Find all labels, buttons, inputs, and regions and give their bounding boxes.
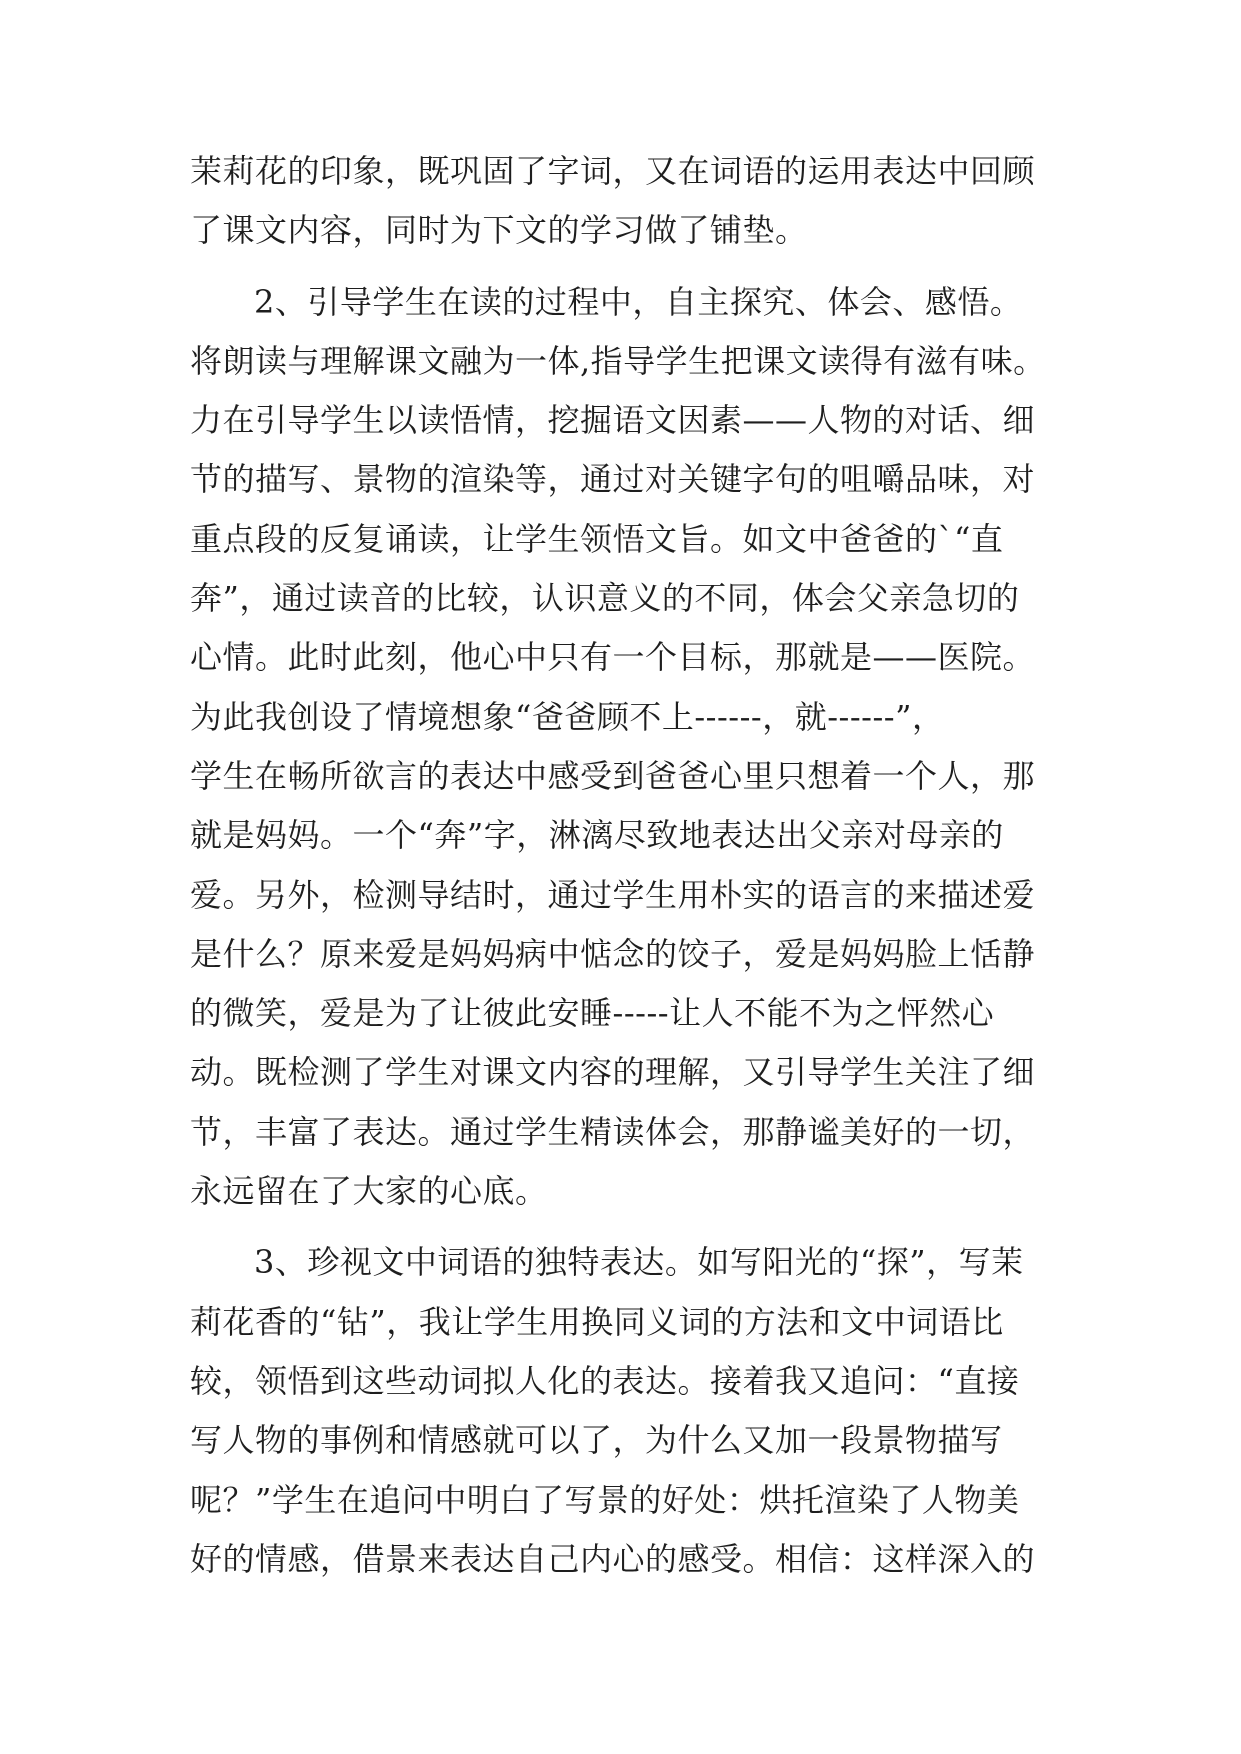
text-line: 重点段的反复诵读，让学生领悟文旨。如文中爸爸的`“直 bbox=[190, 519, 1004, 558]
text-line: 莉花香的“钻”，我让学生用换同义词的方法和文中词语比 bbox=[190, 1302, 1004, 1341]
text-line: 好的情感，借景来表达自己内心的感受。相信：这样深入的 bbox=[190, 1539, 1036, 1578]
paragraph-3 bbox=[190, 1233, 1065, 1589]
text-line: 2、引导学生在读的过程中，自主探究、体会、感悟。 bbox=[254, 282, 1023, 321]
text-line: 节的描写、景物的渲染等，通过对关键字句的咀嚼品味，对 bbox=[190, 460, 1036, 499]
text-line: 动。既检测了学生对课文内容的理解，又引导学生关注了细 bbox=[190, 1053, 1036, 1092]
paragraph-gap bbox=[190, 1221, 1065, 1233]
text-line: 节，丰富了表达。通过学生精读体会，那静谧美好的一切， bbox=[190, 1112, 1036, 1151]
text-line: 学生在畅所欲言的表达中感受到爸爸心里只想着一个人，那 bbox=[190, 756, 1036, 795]
text-line: 就是妈妈。一个“奔”字，淋漓尽致地表达出父亲对母亲的 bbox=[190, 816, 1004, 855]
text-line: 爱。另外，检测导结时，通过学生用朴实的语言的来描述爱 bbox=[190, 875, 1036, 914]
text-line: 3、珍视文中词语的独特表达。如写阳光的“探”，写茉 bbox=[254, 1243, 1024, 1282]
text-line: 奔”，通过读音的比较，认识意义的不同，体会父亲急切的 bbox=[190, 579, 1020, 618]
paragraph-gap bbox=[190, 261, 1065, 273]
text-line: 较，领悟到这些动词拟人化的表达。接着我又追问：“直接 bbox=[190, 1361, 1020, 1400]
text-line: 将朗读与理解课文融为一体,指导学生把课文读得有滋有味。 bbox=[190, 341, 1046, 380]
text-line: 是什么？原来爱是妈妈病中惦念的饺子，爱是妈妈脸上恬静 bbox=[190, 934, 1036, 973]
text-line: 永远留在了大家的心底。 bbox=[190, 1172, 548, 1211]
text-line: 写人物的事例和情感就可以了，为什么又加一段景物描写 bbox=[190, 1421, 1003, 1460]
text-line: 茉莉花的印象，既巩固了字词，又在词语的运用表达中回顾 bbox=[190, 152, 1036, 190]
text-line: 了课文内容，同时为下文的学习做了铺垫。 bbox=[190, 211, 808, 250]
text-line: 为此我创设了情境想象“爸爸顾不上------，就------”， bbox=[190, 697, 945, 736]
paragraph-2 bbox=[190, 273, 1065, 1222]
document-page bbox=[190, 142, 1065, 1589]
paragraph-1 bbox=[190, 142, 1065, 261]
text-line: 心情。此时此刻，他心中只有一个目标，那就是——医院。 bbox=[190, 638, 1036, 677]
text-line: 呢？”学生在追问中明白了写景的好处：烘托渲染了人物美 bbox=[190, 1480, 1020, 1519]
text-line: 力在引导学生以读悟情，挖掘语文因素——人物的对话、细 bbox=[190, 401, 1036, 440]
text-line: 的微笑，爱是为了让彼此安睡-----让人不能不为之怦然心 bbox=[190, 994, 995, 1033]
